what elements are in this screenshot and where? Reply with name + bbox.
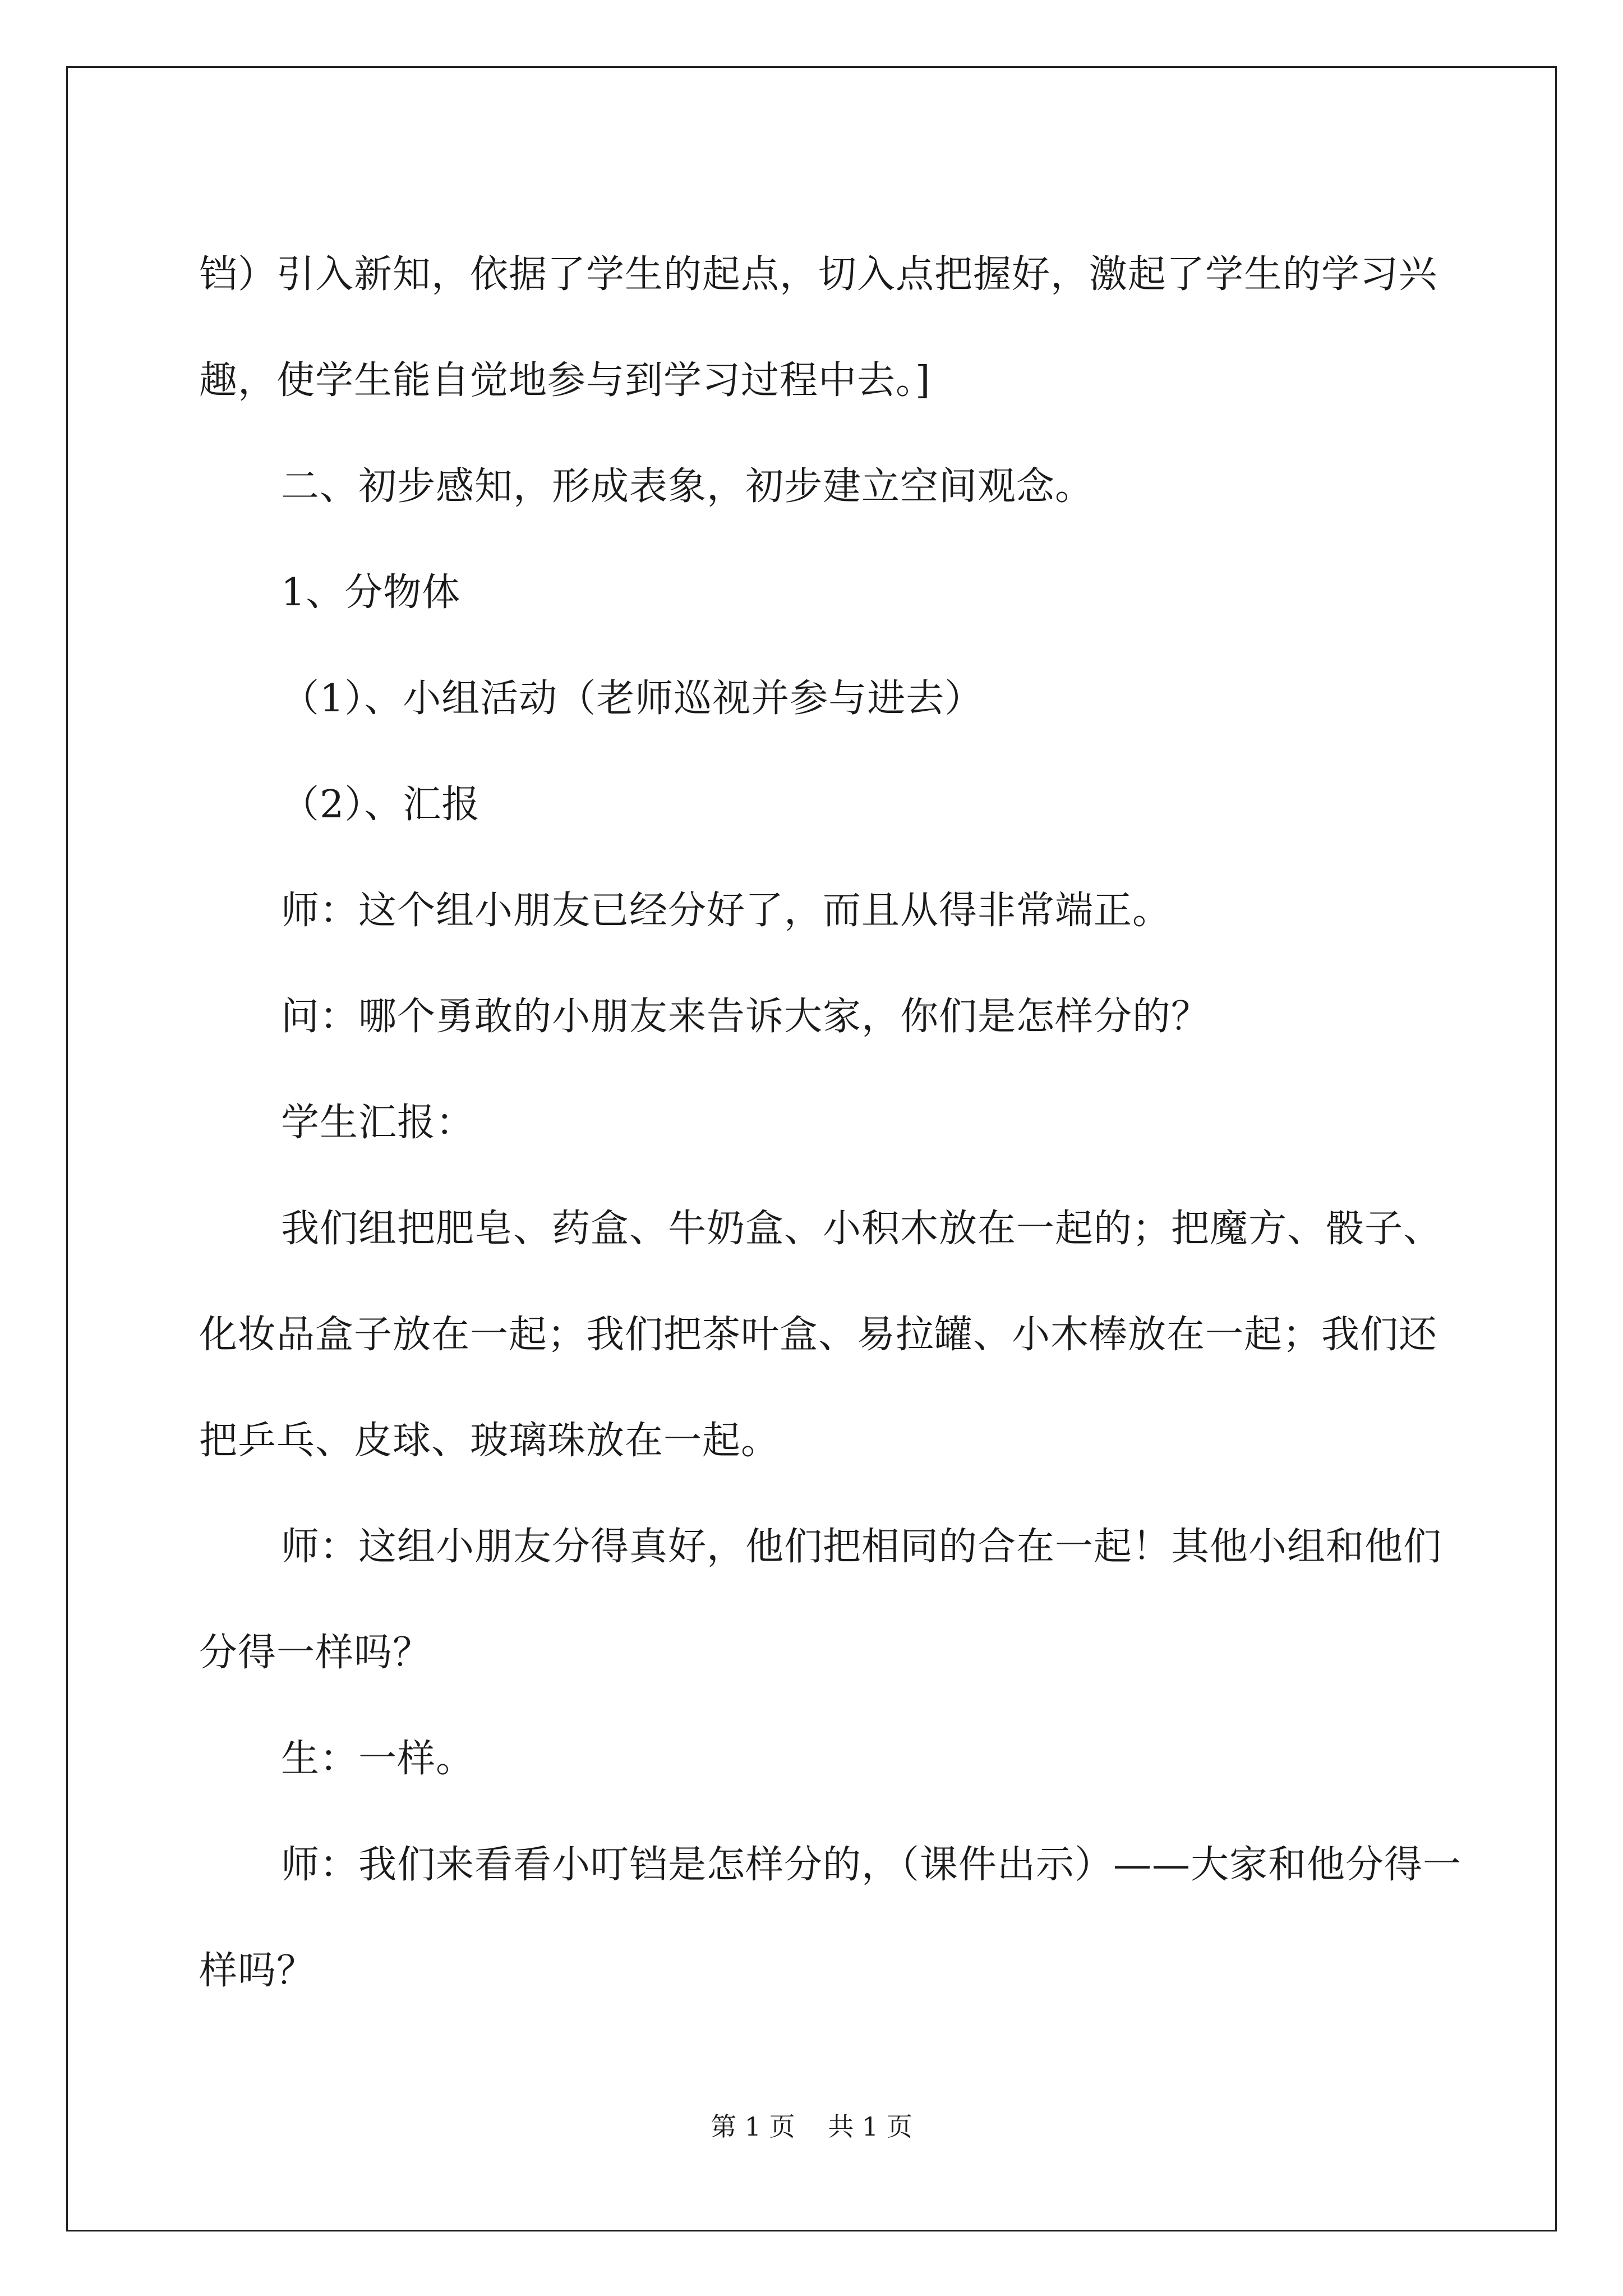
- paragraph-7: 问：哪个勇敢的小朋友来告诉大家，你们是怎样分的？: [281, 995, 1210, 1039]
- paragraph-10: 师：这组小朋友分得真好，他们把相同的合在一起！其他小组和他们分得一样吗？: [199, 1525, 1442, 1675]
- paragraph-9: 我们组把肥皂、药盒、牛奶盒、小积木放在一起的；把魔方、骰子、化妆品盒子放在一起；我们把茶叶盒、易拉罐、小木棒放在一起；我们还把乒乓、皮球、玻璃珠放在一起。: [199, 1207, 1442, 1463]
- page-number-total: 共 1 页: [828, 2111, 912, 2142]
- page-number-current: 第 1 页: [711, 2111, 795, 2142]
- paragraph-8: 学生汇报：: [281, 1101, 475, 1145]
- paragraph-1: 铛）引入新知，依据了学生的起点，切入点把握好，激起了学生的学习兴趣，使学生能自觉地参与到学习过程中去。]: [199, 252, 1438, 403]
- paragraph-3: 1、分物体: [281, 570, 461, 615]
- document-body: [199, 222, 1467, 2024]
- paragraph-6: 师：这个组小朋友已经分好了，而且从得非常端正。: [281, 889, 1172, 933]
- paragraph-12: 师：我们来看看小叮铛是怎样分的，（课件出示）——大家和他分得一样吗？: [199, 1843, 1462, 1993]
- paragraph-2: 二、初步感知，形成表象，初步建立空间观念。: [281, 464, 1094, 509]
- page-footer: [0, 2106, 1623, 2143]
- paragraph-11: 生：一样。: [281, 1737, 475, 1781]
- paragraph-5: （2）、汇报: [281, 783, 481, 827]
- paragraph-4: （1）、小组活动（老师巡视并参与进去）: [281, 677, 984, 721]
